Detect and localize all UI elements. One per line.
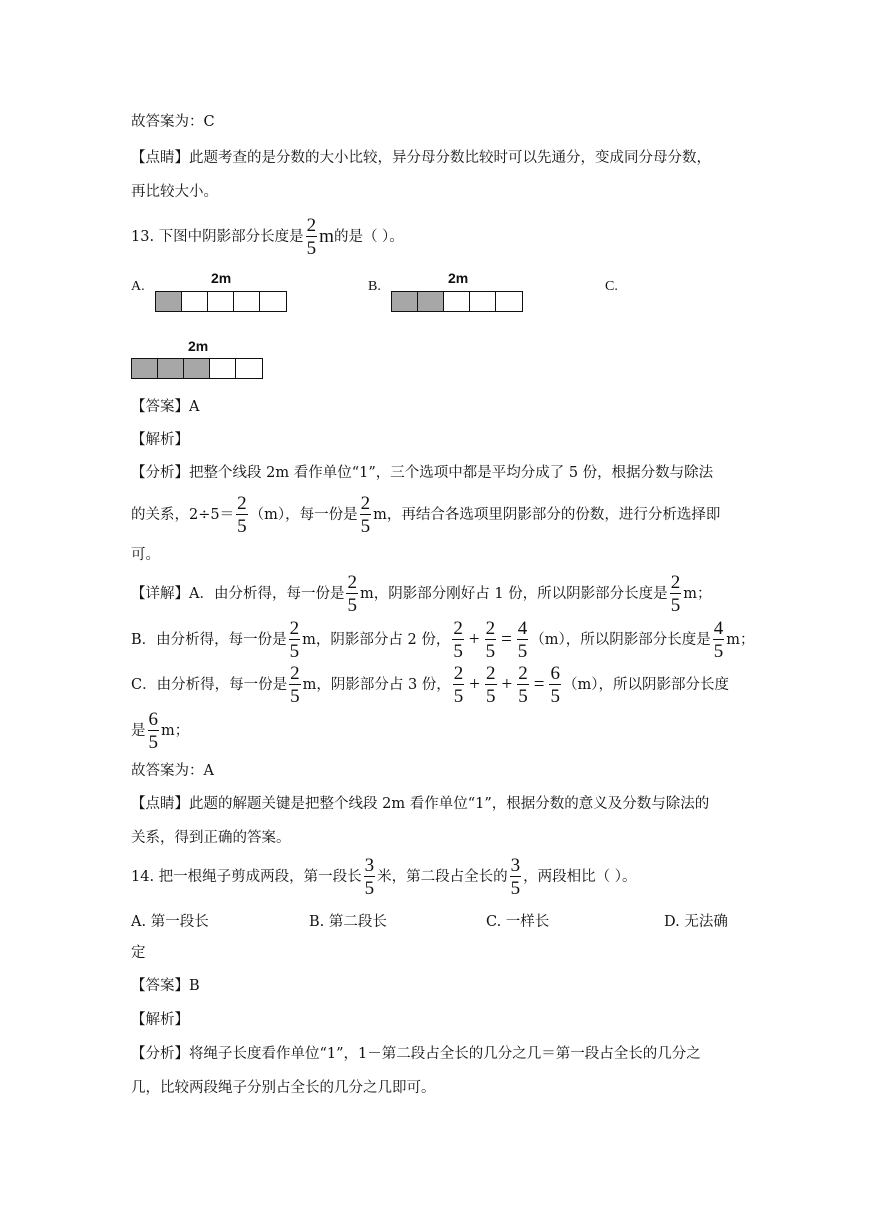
bar-cell xyxy=(496,292,522,311)
detail-a: 【详解】A．由分析得，每一份是 $\frac{2}{5}$ m，阴影部分刚好占 1 份，所以阴影部分长度是 $\frac{2}{5}$ m； xyxy=(131,572,712,616)
fraction: $\frac{4}{5}$ xyxy=(713,618,724,662)
fraction: $\frac{2}{5}$ xyxy=(347,572,357,616)
option-a-label: A. xyxy=(131,279,145,294)
detail-c-cont: 是 $\frac{6}{5}$ m； xyxy=(131,709,190,753)
bar-cell xyxy=(236,359,262,378)
question-13: 13. 下图中阴影部分长度是 $\frac{2}{5}$ m的是（ ）。 xyxy=(131,215,404,259)
bar-cell xyxy=(444,292,470,311)
answer-14: 【答案】B xyxy=(131,978,200,994)
detail-b: B．由分析得，每一份是 $\frac{2}{5}$ m，阴影部分占 2 份， $\frac{2}{5}$ + $\frac{2}{5}$ = $\frac{4}{5}$ （m），所以阴影部分长度是 $\frac{4}{5}$ m； xyxy=(131,618,755,662)
fraction: $\frac{2}{5}$ xyxy=(289,618,300,662)
analysis-heading-14: 【解析】 xyxy=(131,1012,189,1028)
analysis-13-line3: 可。 xyxy=(131,547,160,563)
fraction: $\frac{2}{5}$ xyxy=(518,663,528,707)
bar-cell xyxy=(260,292,286,311)
option-c-caption: 2m xyxy=(188,338,209,354)
analysis-14-line1: 【分析】将绳子长度看作单位“1”，1－第二段占全长的几分之几＝第一段占全长的几分之 xyxy=(131,1046,701,1062)
analysis-14-line2: 几，比较两段绳子分别占全长的几分之几即可。 xyxy=(131,1080,436,1096)
choice-a: A. 第一段长 xyxy=(131,914,209,930)
review-13-line1: 【点睛】此题的解题关键是把整个线段 2m 看作单位“1”，根据分数的意义及分数与除法的 xyxy=(131,796,710,812)
bar-cell xyxy=(132,359,158,378)
analysis-heading-13: 【解析】 xyxy=(131,432,189,448)
fraction: $\frac{6}{5}$ xyxy=(148,709,158,753)
review-note: 【点睛】此题考查的是分数的大小比较，异分母分数比较时可以先通分，变成同分母分数， xyxy=(131,150,711,166)
answer-line: 故答案为：C xyxy=(131,114,215,130)
fraction: $\frac{2}{5}$ xyxy=(453,663,464,707)
bar-cell xyxy=(392,292,418,311)
fraction: $\frac{2}{5}$ xyxy=(485,618,496,662)
option-b-label: B. xyxy=(368,279,381,294)
detail-c: C．由分析得，每一份是 $\frac{2}{5}$ m，阴影部分占 3 份， $\frac{2}{5}$ + $\frac{2}{5}$ + $\frac{2}{5}$ = $\frac{6}{5}$ （m），所以阴影部分长度 xyxy=(131,663,729,707)
fraction: $\frac{2}{5}$ xyxy=(670,572,681,616)
bar-cell xyxy=(184,359,210,378)
answer-line-13: 故答案为：A xyxy=(131,763,214,779)
bar-cell xyxy=(470,292,496,311)
fraction: $\frac{2}{5}$ xyxy=(360,493,371,537)
analysis-13-line1: 【分析】把整个线段 2m 看作单位“1”，三个选项中都是平均分成了 5 份，根据分数与除法 xyxy=(131,465,714,481)
option-c-bar xyxy=(131,358,263,379)
option-b-caption: 2m xyxy=(448,270,469,286)
option-c-label: C. xyxy=(605,279,618,294)
option-a-caption: 2m xyxy=(211,270,232,286)
choice-d: D. 无法确 xyxy=(664,914,728,930)
fraction: $\frac{2}{5}$ xyxy=(237,493,247,537)
review-13-line2: 关系，得到正确的答案。 xyxy=(131,830,291,846)
fraction: $\frac{6}{5}$ xyxy=(550,663,560,707)
choice-b: B. 第二段长 xyxy=(309,914,387,930)
analysis-13-line2: 的关系，2÷5＝ $\frac{2}{5}$ （m），每一份是 $\frac{2}{5}$ m，再结合各选项里阴影部分的份数，进行分析选择即 xyxy=(131,493,721,537)
fraction: $\frac{3}{5}$ xyxy=(510,855,521,899)
bar-cell xyxy=(210,359,236,378)
choice-d-cont: 定 xyxy=(131,945,146,961)
bar-cell xyxy=(182,292,208,311)
review-note-cont: 再比较大小。 xyxy=(131,184,218,200)
fraction: $\frac{2}{5}$ xyxy=(453,618,463,662)
fraction: $\frac{4}{5}$ xyxy=(517,618,528,662)
question-14: 14. 把一根绳子剪成两段，第一段长 $\frac{3}{5}$ 米，第二段占全长的 $\frac{3}{5}$ ，两段相比（ ）。 xyxy=(131,855,637,899)
bar-cell xyxy=(418,292,444,311)
answer-13: 【答案】A xyxy=(131,399,200,415)
fraction: $\frac{2}{5}$ xyxy=(306,215,317,259)
choice-c: C. 一样长 xyxy=(486,914,550,930)
option-b-bar xyxy=(391,291,523,312)
bar-cell xyxy=(156,292,182,311)
option-a-bar xyxy=(155,291,287,312)
fraction: $\frac{2}{5}$ xyxy=(290,663,300,707)
bar-cell xyxy=(234,292,260,311)
bar-cell xyxy=(158,359,184,378)
fraction: $\frac{3}{5}$ xyxy=(364,855,375,899)
bar-cell xyxy=(208,292,234,311)
fraction: $\frac{2}{5}$ xyxy=(486,663,496,707)
